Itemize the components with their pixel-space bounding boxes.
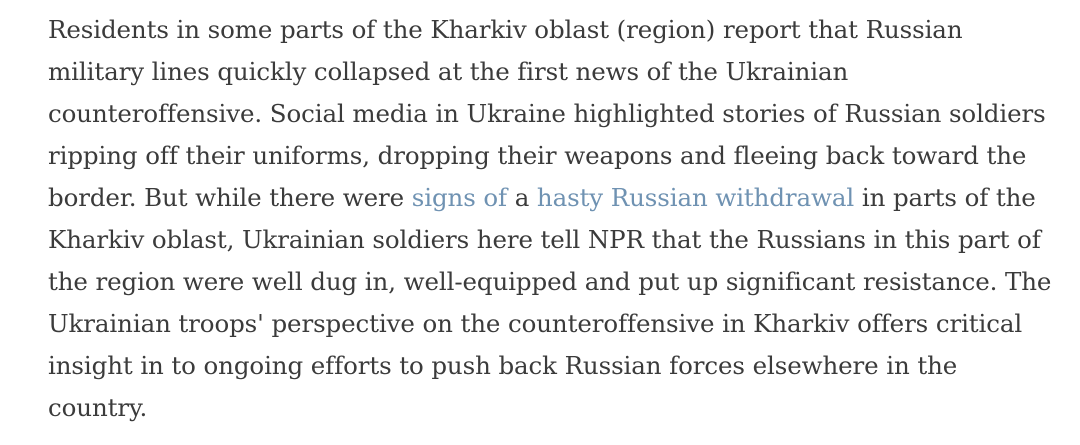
article-paragraph: [48, 9, 1052, 429]
inline-link[interactable]: hasty Russian withdrawal: [536, 183, 855, 212]
text-run: in parts of the Kharkiv oblast, Ukrainian soldiers here tell NPR that the Russians in this part of the region were well dug in, well-equipped and put up significant resistance. The Ukrainian troops' perspective on the counteroffensive in Kharkiv offers critical insight in to ongoing efforts to push back Russian forces elsewhere in the country.: [48, 183, 1052, 422]
inline-link[interactable]: signs of: [411, 183, 508, 212]
text-run: a: [507, 183, 537, 212]
text-run: Residents in some parts of the Kharkiv oblast (region) report that Russian military lines quickly collapsed at the first news of the Ukrainian counteroffensive. Social media in Ukraine highlighted stories of Russian soldiers ripping off their uniforms, dropping their weapons and fleeing back toward the border. But while there were: [48, 15, 1046, 212]
